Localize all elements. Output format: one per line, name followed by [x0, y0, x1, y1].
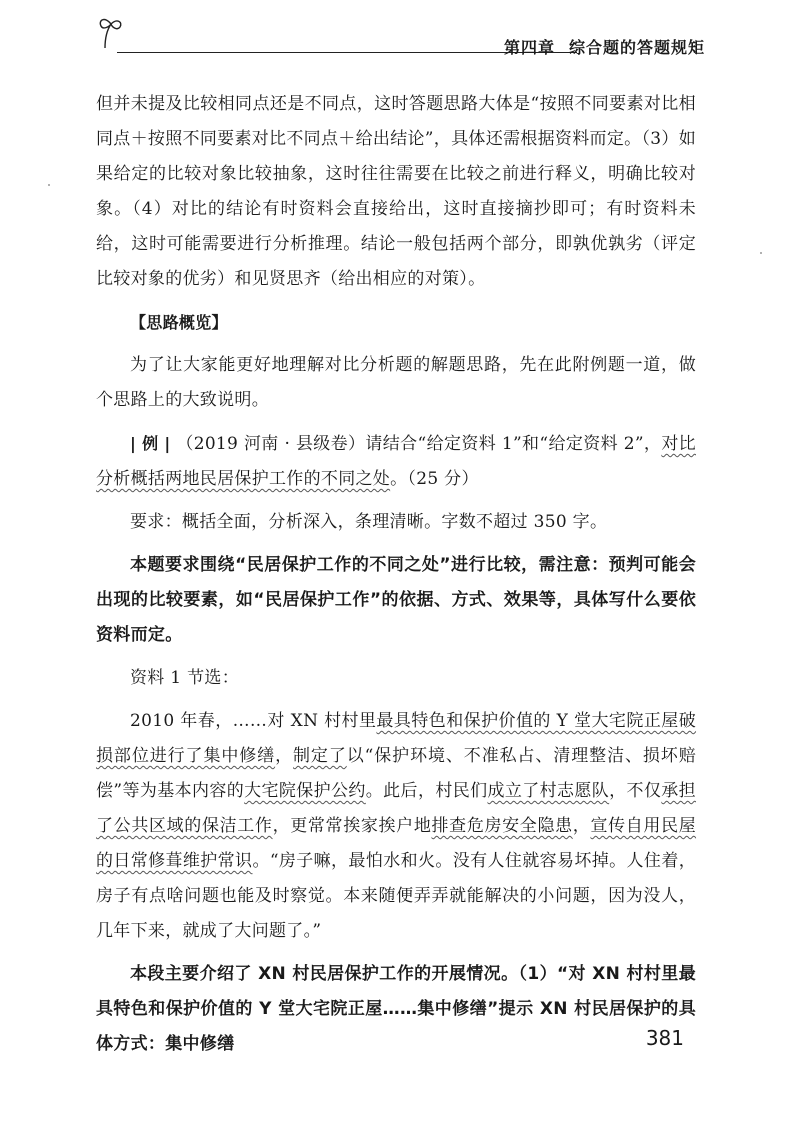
paragraph-continuation: 但并未提及比较相同点还是不同点，这时答题思路大体是“按照不同要素对比相同点＋按照不同要素对比不同点＋给出结论”，具体还需根据资料而定。（3）如果给定的比较对象比较抽象，这时往往需要在比较之前进行释义，明确比较对象。（4）对比的结论有时资料会直接给出，这时直接摘抄即可；有时资料未给，这时可能需要进行分析推理。结论一般包括两个部分，即孰优孰劣（评定比较对象的优劣）和见贤思齐（给出相应的对策）。 [96, 94, 696, 289]
excerpt-underline-convention: 大宅院保护公约 [244, 781, 366, 801]
analysis-note-1: 本题要求围绕“民居保护工作的不同之处”进行比较，需注意：预判可能会出现的比较要素，如“民居保护工作”的依据、方式、效果等，具体写什么要依资料而定。 [96, 555, 696, 645]
leaf-ornament-icon [95, 14, 125, 50]
example-tag: | 例 | [130, 434, 171, 453]
excerpt-seg: ， [572, 816, 591, 836]
chapter-name: 综合题的答题规矩 [568, 38, 705, 57]
requirement-text: 要求：概括全面，分析深入，条理清晰。字数不超过 350 字。 [130, 512, 608, 532]
excerpt-underline-volunteer: 成立了村志愿队 [487, 781, 610, 801]
page-body [96, 87, 696, 1070]
example-question-key: 对比分析概括两地民居保护工作的不同之处 [96, 434, 696, 489]
excerpt-underline-publicity: 宣传自用民屋的日常修葺维护常识 [96, 816, 697, 871]
example-question-part-c: 。（25 分） [390, 469, 479, 489]
excerpt-underline-cleaning: 承担了公共区域的保洁工作 [96, 781, 696, 836]
excerpt-seg: ， [275, 746, 294, 766]
excerpt-seg: 。此后，村民们 [365, 781, 488, 801]
material-label: 资料 1 节选： [130, 668, 240, 688]
scan-speck [48, 184, 50, 186]
chapter-title [504, 35, 705, 58]
excerpt-seg: ，不仅 [609, 781, 662, 801]
scan-speck [760, 252, 762, 254]
chapter-number: 第四章 [503, 38, 555, 57]
excerpt-underline-formulate: 制定了 [293, 746, 347, 766]
section-heading: 【思路概览】 [130, 313, 228, 332]
example-question [96, 426, 696, 497]
analysis-note-2: 本段主要介绍了 XN 村民居保护工作的开展情况。（1）“对 XN 村村里最具特色和保护价值的 Y 堂大宅院正屋……集中修缮”提示 XN 村民居保护的具体方式：集中修缮 [96, 964, 696, 1054]
excerpt-seg: ，更常常挨家挨户地 [272, 816, 432, 836]
page-number: 381 [645, 1026, 684, 1050]
excerpt-underline-repair: 最具特色和保护价值的 Y 堂大宅院正屋破损部位进行了集中修缮 [96, 711, 697, 766]
excerpt-seg: 以“保护环境、不准私占、清理整洁、损坏赔偿”等为基本内容的 [96, 746, 697, 801]
intro-paragraph: 为了让大家能更好地理解对比分析题的解题思路，先在此附例题一道，做个思路上的大致说明。 [96, 355, 696, 410]
excerpt-underline-inspection: 排查危房安全隐患 [431, 816, 573, 836]
running-header [95, 14, 705, 57]
excerpt-seg: 。“房子嘛，最怕水和火。没有人住就容易坏掉。人住着，房子有点啥问题也能及时察觉。本来随便弄弄就能解决的小问题，因为没人，几年下来，就成了大问题了。” [96, 851, 696, 941]
material-excerpt [96, 704, 696, 949]
excerpt-seg: 2010 年春，……对 XN 村村里 [130, 711, 377, 731]
example-question-part-a: （2019 河南 · 县级卷）请结合“给定资料 1”和“给定资料 2”， [176, 434, 662, 454]
